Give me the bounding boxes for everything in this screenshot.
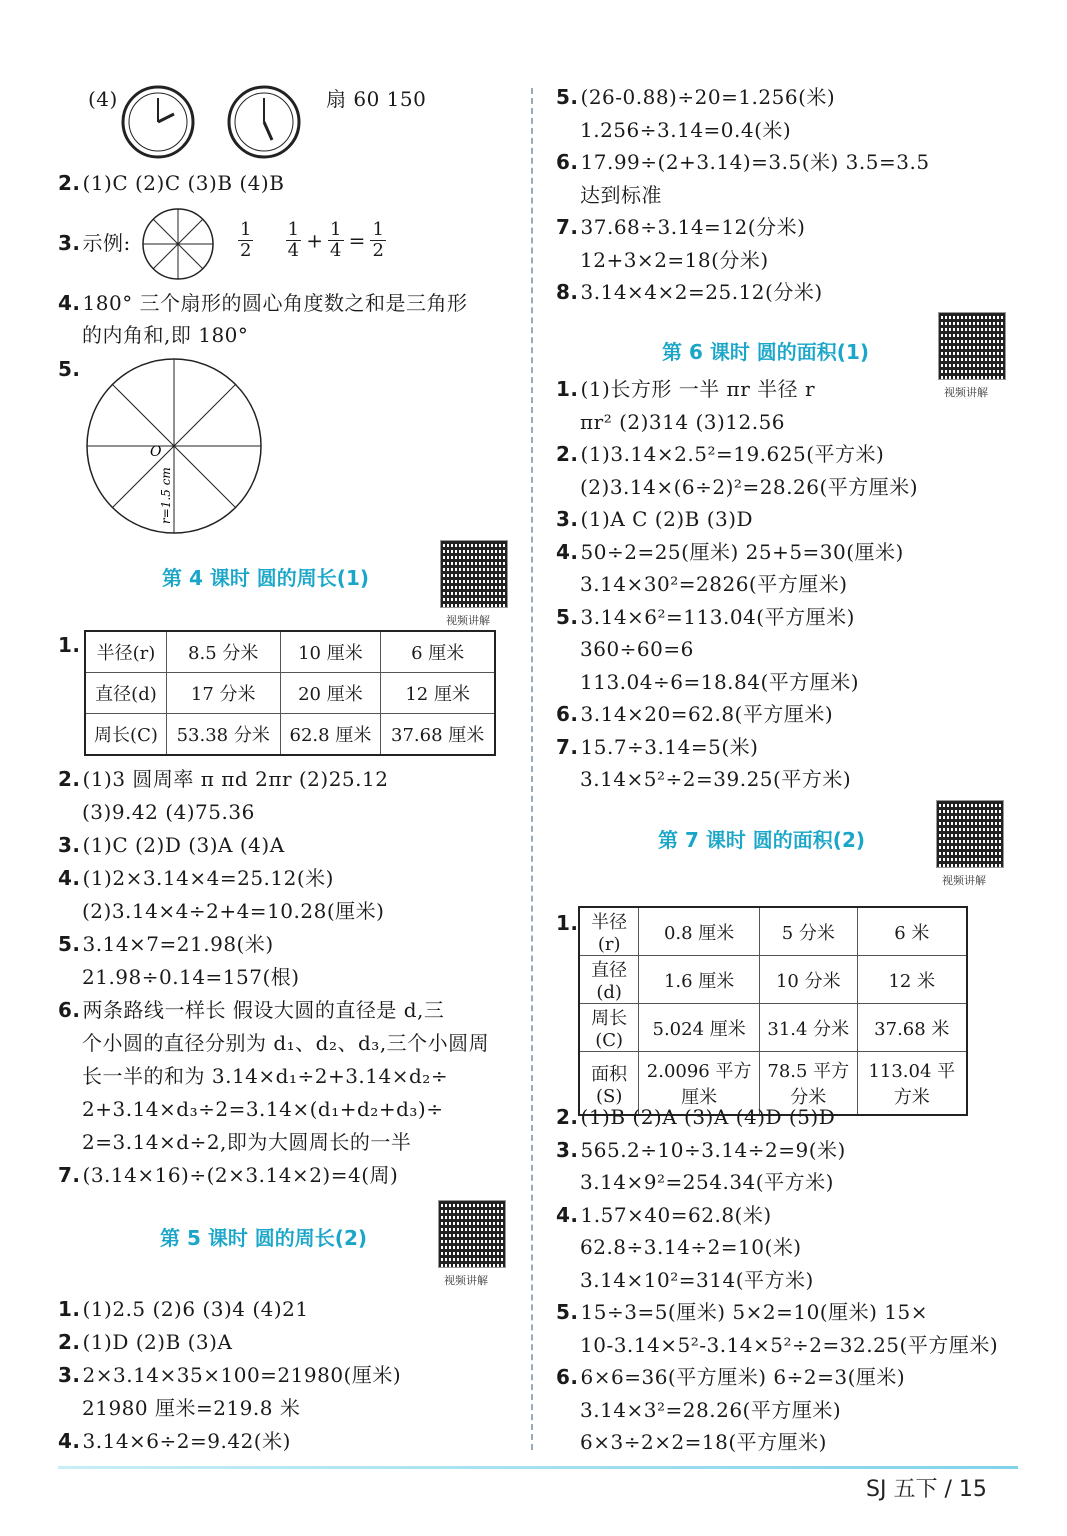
table-cell: 6 米: [857, 907, 967, 956]
answer-text: 21980 厘米=219.8 米: [82, 1396, 301, 1420]
answer-line: [58, 1129, 411, 1155]
table-cell: 17 分米: [166, 673, 280, 714]
qr-code-icon[interactable]: [936, 800, 1004, 868]
column-divider: [531, 88, 533, 1450]
answer-text: 12+3×2=18(分米): [580, 247, 769, 272]
q-number: 8.: [556, 280, 579, 304]
answer-line: [58, 865, 334, 891]
area-table: [578, 906, 968, 1116]
answer-line: [556, 669, 859, 695]
section-title-4: 第 4 课时 圆的周长(1): [162, 566, 370, 590]
answer-line: [556, 1364, 905, 1390]
answer-line: [556, 1332, 998, 1358]
qr-caption: 视频讲解: [444, 1274, 488, 1287]
table-cell: 113.04 平方米: [857, 1052, 967, 1116]
table-cell: 12 厘米: [381, 673, 495, 714]
radius-label: r=1.5 cm: [159, 467, 173, 524]
answer-line: [556, 1104, 835, 1130]
q-number: 3.: [58, 1363, 81, 1387]
answer-line: [556, 539, 904, 565]
fraction: $\frac{1}{4}$: [287, 219, 300, 261]
answer-text: πr² (2)314 (3)12.56: [580, 409, 786, 434]
answer-line: [58, 766, 388, 792]
answer-text: 两条路线一样长 假设大圆的直径是 d,三: [82, 998, 445, 1022]
answer-line: [556, 279, 823, 305]
answer-text: (1)长方形 一半 πr 半径 r: [580, 377, 816, 401]
answer-line: [556, 1234, 802, 1260]
answer-text: 565.2÷10÷3.14÷2=9(米): [580, 1137, 846, 1162]
fraction: $\frac{1}{4}$: [330, 219, 342, 261]
table-cell: 周长(C): [85, 714, 166, 756]
table-cell: 37.68 米: [857, 1004, 967, 1052]
q-number: 7.: [556, 215, 579, 239]
q-number: 2.: [556, 442, 579, 466]
answer-text: (1)2.5 (2)6 (3)4 (4)21: [82, 1297, 309, 1321]
answer-text: 2=3.14×d÷2,即为大圆周长的一半: [82, 1130, 412, 1154]
table-row: [85, 631, 495, 673]
table-cell: 62.8 厘米: [280, 714, 381, 756]
divided-circle-figure: [140, 206, 216, 282]
q-number: 4.: [58, 1429, 81, 1453]
q-number: 6.: [556, 1365, 579, 1389]
answer-text: 50÷2=25(厘米) 25+5=30(厘米): [580, 539, 904, 564]
table-cell: 半径(r): [85, 631, 166, 673]
q-number: 2.: [556, 1105, 579, 1129]
answer-text: 37.68÷3.14=12(分米): [580, 215, 806, 239]
qr-code-icon[interactable]: [438, 1200, 506, 1268]
table-cell: 31.4 分米: [759, 1004, 857, 1052]
answer-text: 15÷3=5(厘米) 5×2=10(厘米) 15×: [580, 1300, 928, 1324]
table-cell: 12 米: [857, 956, 967, 1004]
section-title-7: 第 7 课时 圆的面积(2): [658, 828, 866, 852]
answer-line: [556, 1137, 846, 1163]
q-number: 2.: [58, 1330, 81, 1354]
q-number: 3.: [556, 507, 579, 531]
answer-text: 2×3.14×35×100=21980(厘米): [82, 1363, 402, 1387]
answer-text: (1)3.14×2.5²=19.625(平方米): [580, 442, 885, 466]
clock-icon: [226, 84, 302, 160]
table-cell: 0.8 厘米: [639, 907, 760, 956]
answer-line: [58, 832, 285, 858]
table-row: [579, 1004, 967, 1052]
table-cell: 78.5 平方分米: [759, 1052, 857, 1116]
q-number: 5.: [58, 357, 81, 381]
table-cell: 8.5 分米: [166, 631, 280, 673]
q-number: 3.: [58, 231, 81, 255]
answer-text: 15.7÷3.14=5(米): [580, 734, 759, 759]
table-cell: 面积(S): [579, 1052, 639, 1116]
circle-diagram: [84, 356, 264, 536]
answer-text: 6×6=36(平方厘米) 6÷2=3(厘米): [580, 1365, 906, 1389]
answer-line: [556, 1299, 928, 1325]
answer-text: 62.8÷3.14÷2=10(米): [580, 1235, 802, 1259]
footer-rule: [58, 1466, 1018, 1469]
answer-text: 3.14×3²=28.26(平方厘米): [580, 1397, 842, 1422]
answer-line: [556, 701, 833, 727]
answer-text: 3.14×5²÷2=39.25(平方米): [580, 767, 852, 791]
answer-text: 3.14×30²=2826(平方厘米): [580, 572, 848, 596]
answer-text: 113.04÷6=18.84(平方厘米): [580, 669, 860, 694]
answer-text: 3.14×9²=254.34(平方米): [580, 1170, 834, 1194]
table-cell: 37.68 厘米: [381, 714, 495, 756]
table-row: [579, 956, 967, 1004]
qr-code-icon[interactable]: [938, 312, 1006, 380]
answer-line: [556, 1429, 827, 1455]
q5-line: [58, 356, 83, 382]
answer-line: [556, 734, 758, 760]
answer-text: 10-3.14×5²-3.14×5²÷2=32.25(平方厘米): [580, 1332, 999, 1357]
answer-line: [556, 1397, 841, 1423]
answer-text: (1)B (2)A (3)A (4)D (5)D: [580, 1105, 836, 1129]
answer-text: 3.14×10²=314(平方米): [580, 1267, 814, 1292]
q-number: 5.: [58, 932, 81, 956]
table-row: [85, 673, 495, 714]
qr-caption: 视频讲解: [944, 386, 988, 399]
table-cell: 5 分米: [759, 907, 857, 956]
q-number: 4.: [58, 291, 81, 315]
answer-line: [556, 604, 855, 630]
answer-line: [58, 1096, 443, 1122]
qr-code-icon[interactable]: [440, 540, 508, 608]
table-cell: 20 厘米: [280, 673, 381, 714]
fraction-equation: [238, 220, 386, 261]
q-number: 4.: [556, 539, 579, 564]
table-row: [85, 714, 495, 756]
clock-icon: [120, 84, 196, 160]
answer-text: 达到标准: [580, 182, 662, 207]
answer-text: 21.98÷0.14=157(根): [82, 965, 300, 989]
q-number: 6.: [556, 150, 579, 174]
answer-line: [556, 247, 769, 273]
answer-text: 3.14×6÷2=9.42(米): [82, 1429, 291, 1453]
answer-line: [58, 931, 274, 957]
q-number: 4.: [58, 866, 81, 890]
answer-line: [58, 1428, 291, 1454]
q-number: 6.: [58, 998, 81, 1022]
answer-text: (1)A C (2)B (3)D: [580, 507, 754, 531]
table-cell: 直径(d): [579, 956, 639, 1004]
answer-text: (2)3.14×(6÷2)²=28.26(平方厘米): [580, 474, 919, 499]
table-cell: 6 厘米: [381, 631, 495, 673]
answer-line: [556, 1202, 772, 1228]
answer-text: (1)2×3.14×4=25.12(米): [82, 866, 334, 890]
q3-line: [58, 230, 131, 256]
q-number: 2.: [58, 767, 81, 791]
fraction: $\frac{1}{2}$: [240, 219, 252, 261]
answer-line: [58, 1063, 448, 1089]
q-text: 示例:: [82, 231, 131, 255]
answer-line: [556, 409, 785, 435]
q-number: 1.: [58, 1297, 81, 1321]
answer-text: 360÷60=6: [580, 637, 694, 661]
q4-line: [58, 290, 468, 316]
q-number: 7.: [556, 734, 579, 759]
answer-line: [556, 84, 835, 110]
answer-line: [58, 1296, 309, 1322]
q-number: 3.: [556, 1137, 579, 1162]
answer-line: [556, 506, 753, 532]
answer-text: 个小圆的直径分别为 d₁、d₂、d₃,三个小圆周: [82, 1031, 490, 1055]
q-number: 1.: [556, 377, 579, 401]
plus-sign: +: [306, 228, 323, 253]
table-cell: 2.0096 平方厘米: [639, 1052, 760, 1116]
table-cell: 周长(C): [579, 1004, 639, 1052]
qr-caption: 视频讲解: [446, 614, 490, 627]
answer-line: [556, 149, 930, 175]
answer-text: (3.14×16)÷(2×3.14×2)=4(周): [82, 1163, 399, 1187]
q-number: 5.: [556, 85, 579, 109]
answer-line: [58, 1030, 489, 1056]
answer-line: [556, 376, 815, 402]
answer-text: (26-0.88)÷20=1.256(米): [580, 85, 836, 109]
answer-line: [556, 441, 884, 467]
answer-line: [556, 1267, 814, 1293]
q-text: (1)C (2)C (3)B (4)B: [82, 171, 285, 195]
answer-line: [58, 1162, 398, 1188]
answer-line: [58, 964, 300, 990]
table-cell: 半径(r): [579, 907, 639, 956]
answer-line: [556, 117, 791, 143]
q-number: 5.: [556, 604, 579, 629]
table-row: [579, 907, 967, 956]
q-number: 5.: [556, 1300, 579, 1324]
answer-text: 3.14×7=21.98(米): [82, 932, 274, 956]
answer-line: [58, 1329, 232, 1355]
clock-label: (4): [88, 87, 118, 111]
q4-line2: 的内角和,即 180°: [82, 323, 249, 347]
table2-number: 1.: [556, 911, 579, 935]
answer-text: 2+3.14×d₃÷2=3.14×(d₁+d₂+d₃)÷: [82, 1097, 444, 1121]
q-number: 4.: [556, 1202, 579, 1227]
answer-text: 6×3÷2×2=18(平方厘米): [580, 1430, 827, 1454]
answer-line: [556, 571, 848, 597]
clock-answers: 扇 60 150: [326, 87, 427, 111]
answer-line: [556, 1169, 834, 1195]
answer-text: 1.57×40=62.8(米): [580, 1202, 772, 1227]
answer-line: [556, 766, 851, 792]
answer-text: (2)3.14×4÷2+4=10.28(厘米): [82, 899, 385, 923]
table-cell: 10 厘米: [280, 631, 381, 673]
answer-text: 3.14×4×2=25.12(分米): [580, 280, 823, 304]
answer-line: [58, 997, 444, 1023]
answer-line: [58, 799, 255, 825]
circle-table: [84, 630, 496, 756]
answer-line: [556, 474, 918, 500]
q-number: 2.: [58, 171, 81, 195]
answer-line: [556, 214, 805, 240]
page-number: SJ 五下 / 15: [866, 1477, 987, 1502]
answer-text: 1.256÷3.14=0.4(米): [580, 117, 792, 142]
section-title-6: 第 6 课时 圆的面积(1): [662, 340, 870, 364]
table-cell: 1.6 厘米: [639, 956, 760, 1004]
center-label: O: [150, 444, 162, 460]
table1-number: 1.: [58, 633, 81, 657]
equals-sign: =: [348, 228, 366, 253]
section-title-5: 第 5 课时 圆的周长(2): [160, 1226, 368, 1250]
q-number: 6.: [556, 702, 579, 726]
answer-text: 长一半的和为 3.14×d₁÷2+3.14×d₂÷: [82, 1064, 449, 1088]
table-cell: 53.38 分米: [166, 714, 280, 756]
table-cell: 10 分米: [759, 956, 857, 1004]
answer-line: [58, 898, 384, 924]
answer-line: [58, 1395, 300, 1421]
answer-line: [58, 1362, 401, 1388]
table-cell: 直径(d): [85, 673, 166, 714]
q2-line: [58, 170, 284, 196]
q-text: 180° 三个扇形的圆心角度数之和是三角形: [82, 291, 468, 315]
answer-line: [556, 182, 662, 208]
table-cell: 5.024 厘米: [639, 1004, 760, 1052]
answer-text: (1)D (2)B (3)A: [82, 1330, 233, 1354]
q-number: 7.: [58, 1163, 81, 1187]
answer-text: 17.99÷(2+3.14)=3.5(米) 3.5=3.5: [580, 150, 930, 174]
q-number: 3.: [58, 833, 81, 857]
answer-text: 3.14×20=62.8(平方厘米): [580, 702, 834, 726]
answer-text: (1)3 圆周率 π πd 2πr (2)25.12: [82, 767, 389, 791]
answer-line: [556, 636, 694, 662]
fraction: $\frac{1}{2}$: [372, 219, 384, 261]
qr-caption: 视频讲解: [942, 874, 986, 887]
answer-text: 3.14×6²=113.04(平方厘米): [580, 604, 855, 629]
answer-text: (3)9.42 (4)75.36: [82, 800, 255, 824]
answer-text: (1)C (2)D (3)A (4)A: [82, 833, 285, 857]
